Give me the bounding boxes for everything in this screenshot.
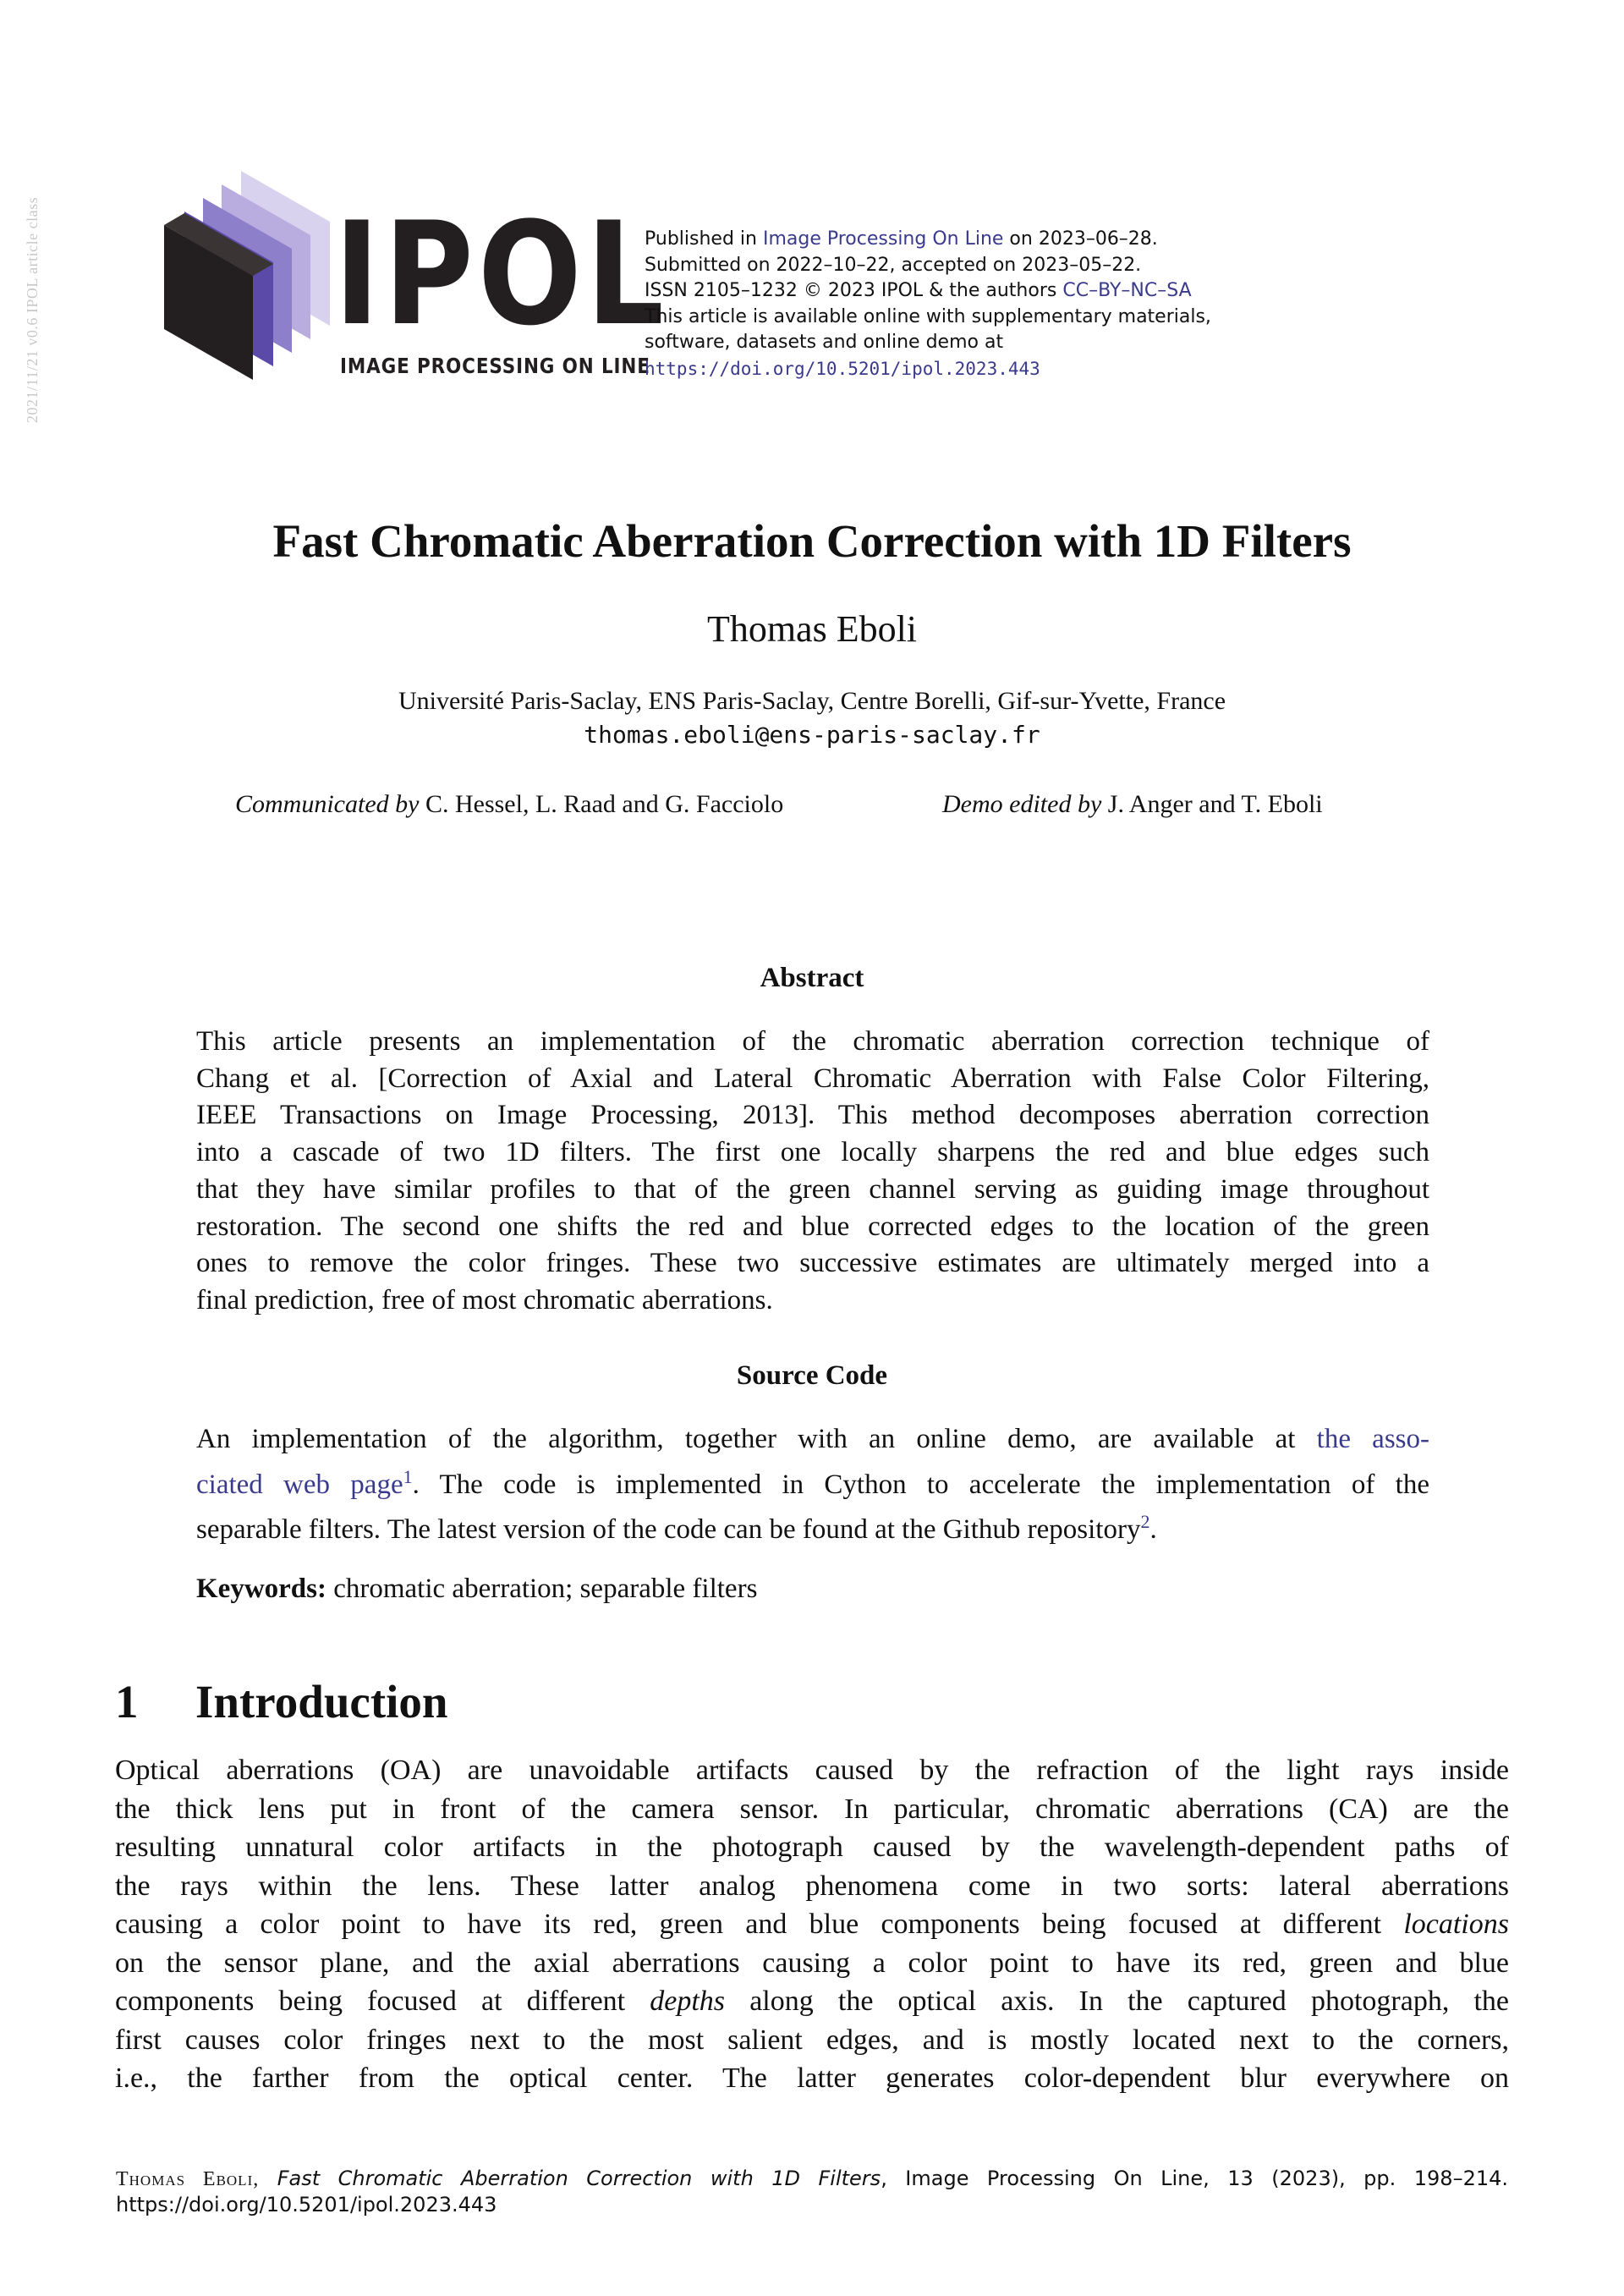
author-email[interactable]: thomas.eboli@ens-paris-saclay.fr (584, 721, 1040, 749)
source-code-heading: Source Code (736, 1360, 888, 1391)
side-version-stamp: 2021/11/21 v0.6 IPOL article class (24, 196, 41, 423)
intro-line: first causes color fringes next to the most salient edges, and is mostly located next to the corners, (115, 2024, 1509, 2056)
footer-journal: , Image Processing On Line, 13 (2023), pp. 198–214. (881, 2167, 1509, 2190)
paper-title: Fast Chromatic Aberration Correction with 1D Filters (272, 515, 1352, 567)
intro-line: the rays within the lens. These latter analog phenomena come in two sorts: lateral aberrations (115, 1870, 1509, 1902)
footer-citation (116, 2166, 1508, 2217)
footer-author: Thomas Eboli, (116, 2168, 260, 2190)
intro-line: the thick lens put in front of the camera sensor. In particular, chromatic aberrations (CA) are the (115, 1793, 1509, 1825)
web-page-link-cont[interactable]: ciated web page (196, 1469, 403, 1500)
pub-line-4: This article is available online with supplementary materials, (645, 305, 1211, 327)
intro-line: resulting unnatural color artifacts in the photograph caused by the wavelength-dependent paths of (115, 1832, 1509, 1863)
keywords: Keywords: chromatic aberration; separable filters (196, 1574, 758, 1604)
source-code-body: An implementation of the algorithm, together with an online demo, are available at the asso- ciated web page$^1$. The code is implemented in Cython to accelerate the implementation of the separable filters. The latest version of the code can be found at the Github repository$^2$. (196, 1424, 1429, 1546)
abstract-line: final prediction, free of most chromatic aberrations. (196, 1284, 773, 1316)
affiliation: Université Paris-Saclay, ENS Paris-Saclay, Centre Borelli, Gif-sur-Yvette, France (398, 687, 1226, 715)
abstract-line: restoration. The second one shifts the red and blue corrected edges to the location of the green (196, 1211, 1429, 1242)
communicated-by: Communicated by C. Hessel, L. Raad and G. Facciolo (235, 790, 784, 818)
intro-line: causing a color point to have its red, green and blue components being focused at different locations (115, 1909, 1509, 1940)
license-link[interactable]: CC–BY–NC–SA (1062, 280, 1192, 301)
abstract-body (196, 1024, 1429, 1320)
intro-line: i.e., the farther from the optical center. The latter generates color-dependent blur everywhere on (115, 2063, 1509, 2094)
abstract-line: ones to remove the color fringes. These two successive estimates are ultimately merged into a (196, 1248, 1429, 1279)
abstract-line: that they have similar profiles to that of the green channel serving as guiding image throughout (196, 1173, 1429, 1205)
intro-line: components being focused at different depths along the optical axis. In the captured photograph, the (115, 1986, 1509, 2017)
intro-line: on the sensor plane, and the axial aberrations causing a color point to have its red, green and blue (115, 1947, 1509, 1979)
ipol-logo-icon (161, 169, 334, 389)
intro-line: Optical aberrations (OA) are unavoidable artifacts caused by the refraction of the light rays inside (115, 1755, 1509, 1786)
publication-info (645, 227, 1211, 382)
abstract-heading: Abstract (760, 963, 864, 993)
introduction-body (115, 1751, 1509, 2098)
pub-line-3: ISSN 2105–1232 © 2023 IPOL & the authors CC–BY–NC–SA (645, 280, 1192, 301)
logo-subtitle: IMAGE PROCESSING ON LINE (340, 354, 650, 378)
doi-link[interactable]: https://doi.org/10.5201/ipol.2023.443 (645, 358, 1040, 379)
abstract-line: Chang et al. [Correction of Axial and Lateral Chromatic Aberration with False Color Filtering, (196, 1063, 1429, 1094)
footnote-2[interactable]: 2 (1140, 1511, 1150, 1533)
demo-edited-by: Demo edited by J. Anger and T. Eboli (942, 790, 1323, 818)
abstract-line: IEEE Transactions on Image Processing, 2013]. This method decomposes aberration correction (196, 1100, 1429, 1131)
web-page-link[interactable]: the asso- (1316, 1424, 1429, 1454)
abstract-line: into a cascade of two 1D filters. The first one locally sharpens the red and blue edges such (196, 1137, 1429, 1168)
logo-wordmark: IPOL (334, 191, 669, 357)
footnote-1[interactable]: 1 (403, 1465, 413, 1487)
ipol-link[interactable]: Image Processing On Line (762, 228, 1004, 250)
footer-doi[interactable]: https://doi.org/10.5201/ipol.2023.443 (116, 2193, 497, 2216)
pub-line-5: software, datasets and online demo at (645, 332, 1004, 353)
section-heading-introduction: 1 Introduction (115, 1676, 448, 1727)
abstract-line: This article presents an implementation of the chromatic aberration correction technique of (196, 1026, 1429, 1057)
pub-line-2: Submitted on 2022–10–22, accepted on 2023–05–22. (645, 254, 1142, 276)
author-name: Thomas Eboli (706, 608, 918, 650)
pub-line-1: Published in Image Processing On Line on 2023–06–28. (645, 228, 1158, 250)
footer-title: Fast Chromatic Aberration Correction with 1D Filters (277, 2167, 881, 2190)
ipol-logo[interactable] (161, 169, 669, 389)
